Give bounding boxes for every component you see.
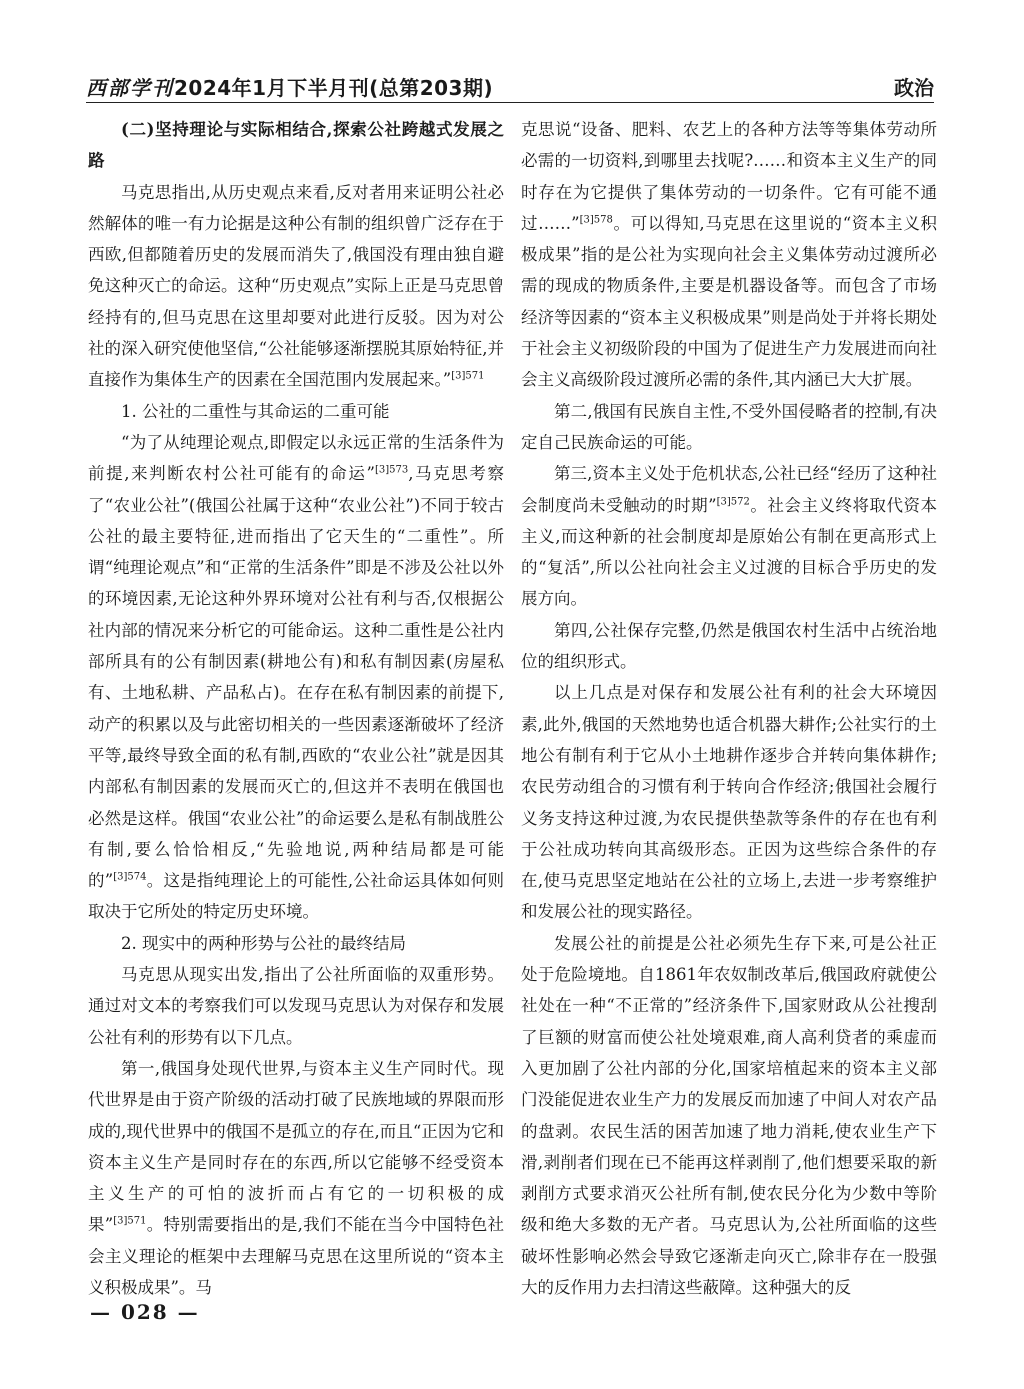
- section-heading: (二)坚持理论与实际相结合,探索公社跨越式发展之路: [88, 120, 504, 171]
- citation: [3]571: [451, 370, 485, 382]
- paragraph: 克思说“设备、肥料、农艺上的各种方法等等集体劳动所必需的一切资料,到哪里去找呢?……和资本主义生产的同时存在为它提供了集体劳动的一切条件。它有可能不通过……”$^{[3]578}$。可以得知,马克思在这里说的“资本主义积极成果”指的是公社为实现向社会主义集体劳动过渡所必需的现成的物质条件,主要是机器设备等。而包含了市场经济等因素的“资本主义积极成果”则是尚处于并将长期处于社会主义初级阶段的中国为了促进生产力发展进而向社会主义高级阶段过渡所必需的条件,其内涵已大大扩展。: [521, 120, 937, 390]
- paragraph: 第四,公社保存完整,仍然是俄国农村生活中占统治地位的组织形式。: [521, 620, 937, 672]
- subheading: 2. 现实中的两种形势与公社的最终结局: [121, 933, 406, 953]
- citation: [3]573: [374, 464, 409, 476]
- paragraph: “为了从纯理论观点,即假定以永远正常的生活条件为前提,来判断农村公社可能有的命运”$^{[3]573}$,马克思考察了“农业公社”(俄国公社属于这种“农业公社”)不同于较古公社的最主要特征,进而指出了它天生的“二重性”。所谓“纯理论观点”和“正常的生活条件”即是不涉及公社以外的环境因素,无论这种外界环境对公社有利与否,仅根据公社内部的情况来分析它的可能命运。这种二重性是公社内部所具有的公有制因素(耕地公有)和私有制因素(房屋私有、土地私耕、产品私占)。在存在私有制因素的前提下,动产的积累以及与此密切相关的一些因素逐渐破坏了经济平等,最终导致全面的私有制,西欧的“农业公社”就是因其内部私有制因素的发展而灭亡的,但这并不表明在俄国也必然是这样。俄国“农业公社”的命运要么是私有制战胜公有制,要么恰恰相反,“先验地说,两种结局都是可能的”$^{[3]574}$。这是指纯理论上的可能性,公社命运具体如何则取决于它所处的特定历史环境。: [88, 432, 504, 922]
- citation: [3]572: [716, 496, 750, 508]
- paragraph: 第一,俄国身处现代世界,与资本主义生产同时代。现代世界是由于资产阶级的活动打破了民族地域的界限而形成的,现代世界中的俄国不是孤立的存在,而且“正因为它和资本主义生产是同时存在的东西,所以它能够不经受资本主义生产的可怕的波折而占有它的一切积极的成果”$^{[3]571}$。特别需要指出的是,我们不能在当今中国特色社会主义理论的框架中去理解马克思在这里所说的“资本主义积极成果”。马: [88, 1058, 504, 1297]
- paragraph: 发展公社的前提是公社必须先生存下来,可是公社正处于危险境地。自1861年农奴制改革后,俄国政府就使公社处在一种“不正常的”经济条件下,国家财政从公社搜刮了巨额的财富而使公社处境艰难,商人高利贷者的乘虚而入更加剧了公社内部的分化,国家培植起来的资本主义部门没能促进农业生产力的发展反而加速了中间人对农产品的盘剥。农民生活的困苦加速了地力消耗,使农业生产下滑,剥削者们现在已不能再这样剥削了,他们想要采取的新剥削方式要求消灭公社所有制,使农民分化为少数中等阶级和绝大多数的无产者。马克思认为,公社所面临的这些破坏性影响必然会导致它逐渐走向灭亡,除非存在一股强大的反作用力去扫清这些蔽障。这种强大的反: [521, 933, 937, 1297]
- journal-issue: 2024年1月下半月刊(总第203期): [174, 76, 494, 100]
- paragraph: 以上几点是对保存和发展公社有利的社会大环境因素,此外,俄国的天然地势也适合机器大耕作;公社实行的土地公有制有利于它从小土地耕作逐步合并转向集体耕作;农民劳动组合的习惯有利于转向合作经济;俄国社会履行义务支持这种过渡,为农民提供垫款等条件的存在也有利于公社成功转向其高级形态。正因为这些综合条件的存在,使马克思坚定地站在公社的立场上,去进一步考察维护和发展公社的现实路径。: [521, 683, 937, 922]
- left-column: [88, 114, 504, 1303]
- paragraph: 马克思从现实出发,指出了公社所面临的双重形势。通过对文本的考察我们可以发现马克思认为对保存和发展公社有利的形势有以下几点。: [88, 965, 504, 1047]
- page-number: — 028 —: [90, 1300, 200, 1324]
- subheading: 1. 公社的二重性与其命运的二重可能: [121, 401, 390, 421]
- citation: [3]578: [579, 214, 613, 226]
- journal-title: [86, 72, 493, 101]
- right-column: [521, 114, 937, 1303]
- paragraph: 第三,资本主义处于危机状态,公社已经“经历了这种社会制度尚未受触动的时期”$^{[3]572}$。社会主义终将取代资本主义,而这种新的社会制度却是原始公有制在更高形式上的“复活”,所以公社向社会主义过渡的目标合乎历史的发展方向。: [521, 464, 938, 609]
- page-header: [86, 68, 934, 103]
- journal-logo: 西部学刊: [86, 76, 174, 100]
- section-label: 政治: [894, 76, 934, 100]
- paragraph: 第二,俄国有民族自主性,不受外国侵略者的控制,有决定自己民族命运的可能。: [521, 401, 937, 452]
- paragraph: 马克思指出,从历史观点来看,反对者用来证明公社必然解体的唯一有力论据是这种公有制的组织曾广泛存在于西欧,但都随着历史的发展而消失了,俄国没有理由独自避免这种灭亡的命运。这种“历史观点”实际上正是马克思曾经持有的,但马克思在这里却要对此进行反驳。因为对公社的深入研究使他坚信,“公社能够逐渐摆脱其原始特征,并直接作为集体生产的因素在全国范围内发展起来。”$^{[3]571}$: [88, 182, 504, 390]
- citation: [3]571: [113, 1215, 147, 1227]
- citation: [3]574: [113, 871, 147, 883]
